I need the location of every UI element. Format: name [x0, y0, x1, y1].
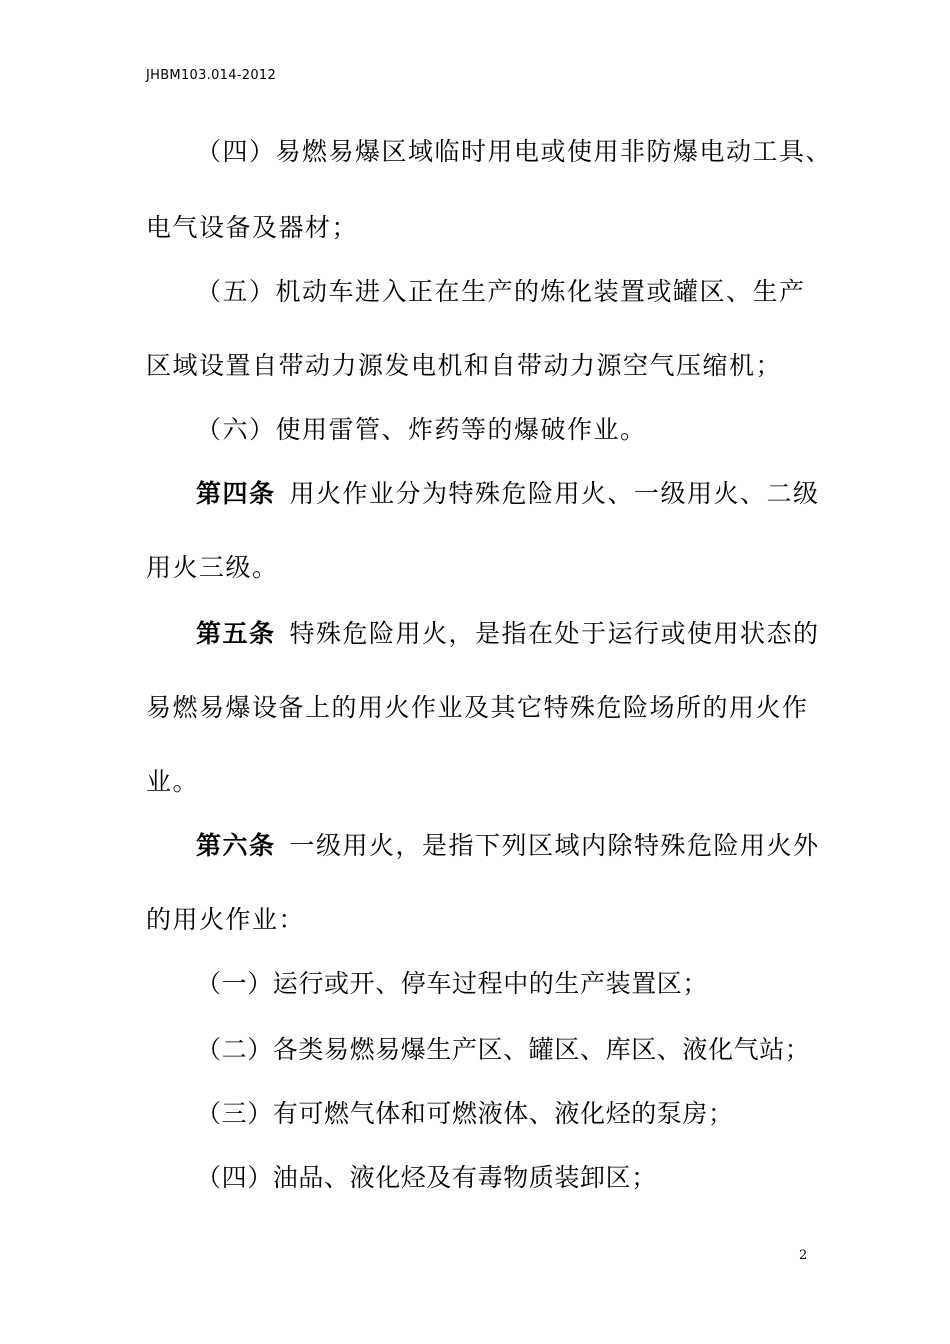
- clause-line-4-cont: 电气设备及器材；: [146, 213, 359, 242]
- list-item-4: （四）油品、液化烃及有毒物质装卸区；: [196, 1163, 657, 1192]
- list-item-1: （一）运行或开、停车过程中的生产装置区；: [196, 969, 709, 998]
- article-4-cont: 用火三级。: [146, 553, 279, 582]
- article-5-cont-2: 业。: [146, 767, 200, 796]
- article-5-text: 特殊危险用火，是指在处于运行或使用状态的: [289, 619, 820, 648]
- page-number: 2: [799, 1248, 808, 1263]
- article-6-label: 第六条: [196, 831, 276, 860]
- clause-line-5: （五）机动车进入正在生产的炼化装置或罐区、生产: [196, 277, 806, 306]
- article-6: [196, 830, 820, 862]
- article-5: [196, 618, 820, 650]
- article-5-cont-1: 易燃易爆设备上的用火作业及其它特殊危险场所的用火作: [146, 693, 809, 722]
- article-4-label: 第四条: [196, 479, 276, 508]
- article-6-cont: 的用火作业：: [146, 905, 306, 934]
- list-item-3: （三）有可燃气体和可燃液体、液化烃的泵房；: [196, 1099, 734, 1128]
- clause-line-4: （四）易燃易爆区域临时用电或使用非防爆电动工具、: [196, 137, 833, 166]
- article-6-text: 一级用火，是指下列区域内除特殊危险用火外: [289, 831, 820, 860]
- clause-line-6: （六）使用雷管、炸药等的爆破作业。: [196, 415, 647, 444]
- clause-line-5-cont: 区域设置自带动力源发电机和自带动力源空气压缩机；: [146, 351, 783, 380]
- article-4-text: 用火作业分为特殊危险用火、一级用火、二级: [289, 479, 820, 508]
- article-5-label: 第五条: [196, 619, 276, 648]
- article-4: [196, 478, 820, 510]
- list-item-2: （二）各类易燃易爆生产区、罐区、库区、液化气站；: [196, 1035, 811, 1064]
- document-code: JHBM103.014-2012: [146, 68, 277, 83]
